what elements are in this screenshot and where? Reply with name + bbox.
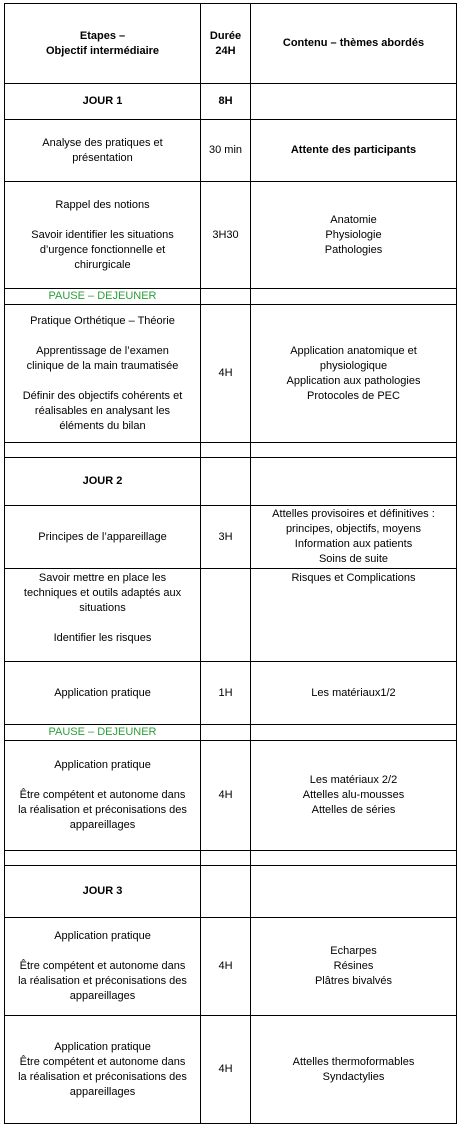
content-line: Application aux pathologies [286,374,421,387]
step-cell: Principes de l’appareillage [5,506,201,569]
duration-cell: 4H [201,305,251,443]
duration-cell: 4H [201,1016,251,1124]
step-line: appareillages [69,1085,136,1098]
step-line: Définir des objectifs cohérents et [22,389,183,402]
step-line: Rappel des notions [55,198,150,211]
step-line: chirurgicale [74,258,131,271]
step-cell [5,182,201,289]
content-line: Syndactylies [322,1070,385,1083]
step-cell [5,918,201,1016]
day2-empty [201,458,251,506]
content-line: Protocoles de PEC [307,389,400,402]
pause-label: PAUSE – DEJEUNER [5,725,201,741]
content-line: Attelles alu-mousses [302,789,405,801]
content-cell [251,182,457,289]
spacer [9,944,196,959]
pause-row [5,725,457,741]
step-line: techniques et outils adaptés aux [23,587,182,599]
step-line: éléments du bilan [59,419,146,432]
content-cell [251,305,457,443]
duration-cell: 4H [201,918,251,1016]
step-line: Application pratique [54,1040,151,1053]
duration-cell: 4H [201,741,251,851]
duration-cell: 3H30 [201,182,251,289]
step-line: la réalisation et préconisations des [18,975,187,987]
step-line: appareillages [69,990,136,1002]
header-steps-line1: Etapes – [79,29,126,42]
step-line: Apprentissage de l’examen [36,344,169,357]
pause-empty [251,725,457,741]
content-line: Attelles de séries [311,804,396,816]
content-line: Attelles thermoformables [292,1055,415,1068]
day2-label: JOUR 2 [5,458,201,506]
gap-cell [5,851,201,866]
content-line: physiologique [319,359,388,372]
content-line: Attelles provisoires et définitives : [272,508,435,520]
step-line: Savoir identifier les situations [31,228,174,241]
content-line: Echarpes [330,945,377,957]
program-table [4,3,457,1124]
step-line: Pratique Orthétique – Théorie [30,314,175,327]
content-line: Information aux patients [294,538,413,550]
content-line: Soins de suite [318,553,389,565]
pause-label: PAUSE – DEJEUNER [5,289,201,305]
content-line: Application anatomique et [290,344,417,357]
gap-cell [251,851,457,866]
step-cell [5,305,201,443]
content-line: Pathologies [324,243,383,256]
day3-empty [251,866,457,918]
content-cell [251,506,457,569]
pause-row [5,289,457,305]
header-duration [201,4,251,84]
table-row [5,569,457,662]
step-line: Identifier les risques [53,632,152,644]
header-content: Contenu – thèmes abordés [251,4,457,84]
header-row [5,4,457,84]
step-line: réalisables en analysant les [34,404,171,417]
gap-cell [251,443,457,458]
step-cell: Application pratique [5,662,201,725]
content-line: Résines [333,960,374,972]
spacer-row [5,443,457,458]
step-line: Application pratique [54,759,151,771]
day2-row [5,458,457,506]
spacer-row [5,851,457,866]
spacer [9,329,196,344]
day3-empty [201,866,251,918]
step-line: la réalisation et préconisations des [18,804,187,816]
day1-empty [251,84,457,120]
table-row [5,1016,457,1124]
content-line: Anatomie [330,213,377,226]
header-steps-line2: Objectif intermédiaire [45,44,160,57]
step-cell [5,569,201,662]
day1-row [5,84,457,120]
step-line: clinique de la main traumatisée [26,359,179,372]
header-steps [5,4,201,84]
table-row [5,305,457,443]
gap-cell [201,443,251,458]
day1-duration: 8H [201,84,251,120]
table-row [5,918,457,1016]
duration-cell: 3H [201,506,251,569]
table-row [5,741,457,851]
step-line: présentation [72,151,133,164]
step-cell [5,741,201,851]
duration-cell: 30 min [201,120,251,182]
day2-empty [251,458,457,506]
table-row [5,662,457,725]
step-line: Savoir mettre en place les [38,572,167,584]
step-line: Être compétent et autonome dans [19,960,186,972]
pause-empty [251,289,457,305]
step-line: appareillages [69,819,136,831]
step-line: Analyse des pratiques et [42,136,163,149]
step-line: Être compétent et autonome dans [19,789,186,801]
step-line: d’urgence fonctionnelle et [39,243,166,256]
spacer [9,616,196,631]
pause-empty [201,725,251,741]
content-line: Plâtres bivalvés [314,975,393,987]
content-cell [251,1016,457,1124]
header-duration-line1: Durée [209,29,242,42]
day3-row [5,866,457,918]
step-line: la réalisation et préconisations des [18,1070,187,1083]
table-row [5,506,457,569]
spacer [9,773,196,788]
header-duration-line2: 24H [215,44,236,57]
step-line: Application pratique [54,930,151,942]
day1-label: JOUR 1 [5,84,201,120]
content-cell: Risques et Complications [251,569,457,662]
content-cell: Attente des participants [251,120,457,182]
content-cell [251,918,457,1016]
step-cell [5,120,201,182]
spacer [9,213,196,228]
table-row [5,182,457,289]
table-row [5,120,457,182]
duration-cell: 1H [201,662,251,725]
step-cell [5,1016,201,1124]
step-line: Être compétent et autonome dans [19,1055,186,1068]
spacer [9,374,196,389]
day3-label: JOUR 3 [5,866,201,918]
content-cell [251,741,457,851]
duration-cell [201,569,251,662]
content-line: Les matériaux 2/2 [309,774,398,786]
gap-cell [5,443,201,458]
content-cell: Les matériaux1/2 [251,662,457,725]
gap-cell [201,851,251,866]
pause-empty [201,289,251,305]
step-line: situations [79,602,126,614]
content-line: Physiologie [325,228,382,241]
content-line: principes, objectifs, moyens [285,523,422,535]
